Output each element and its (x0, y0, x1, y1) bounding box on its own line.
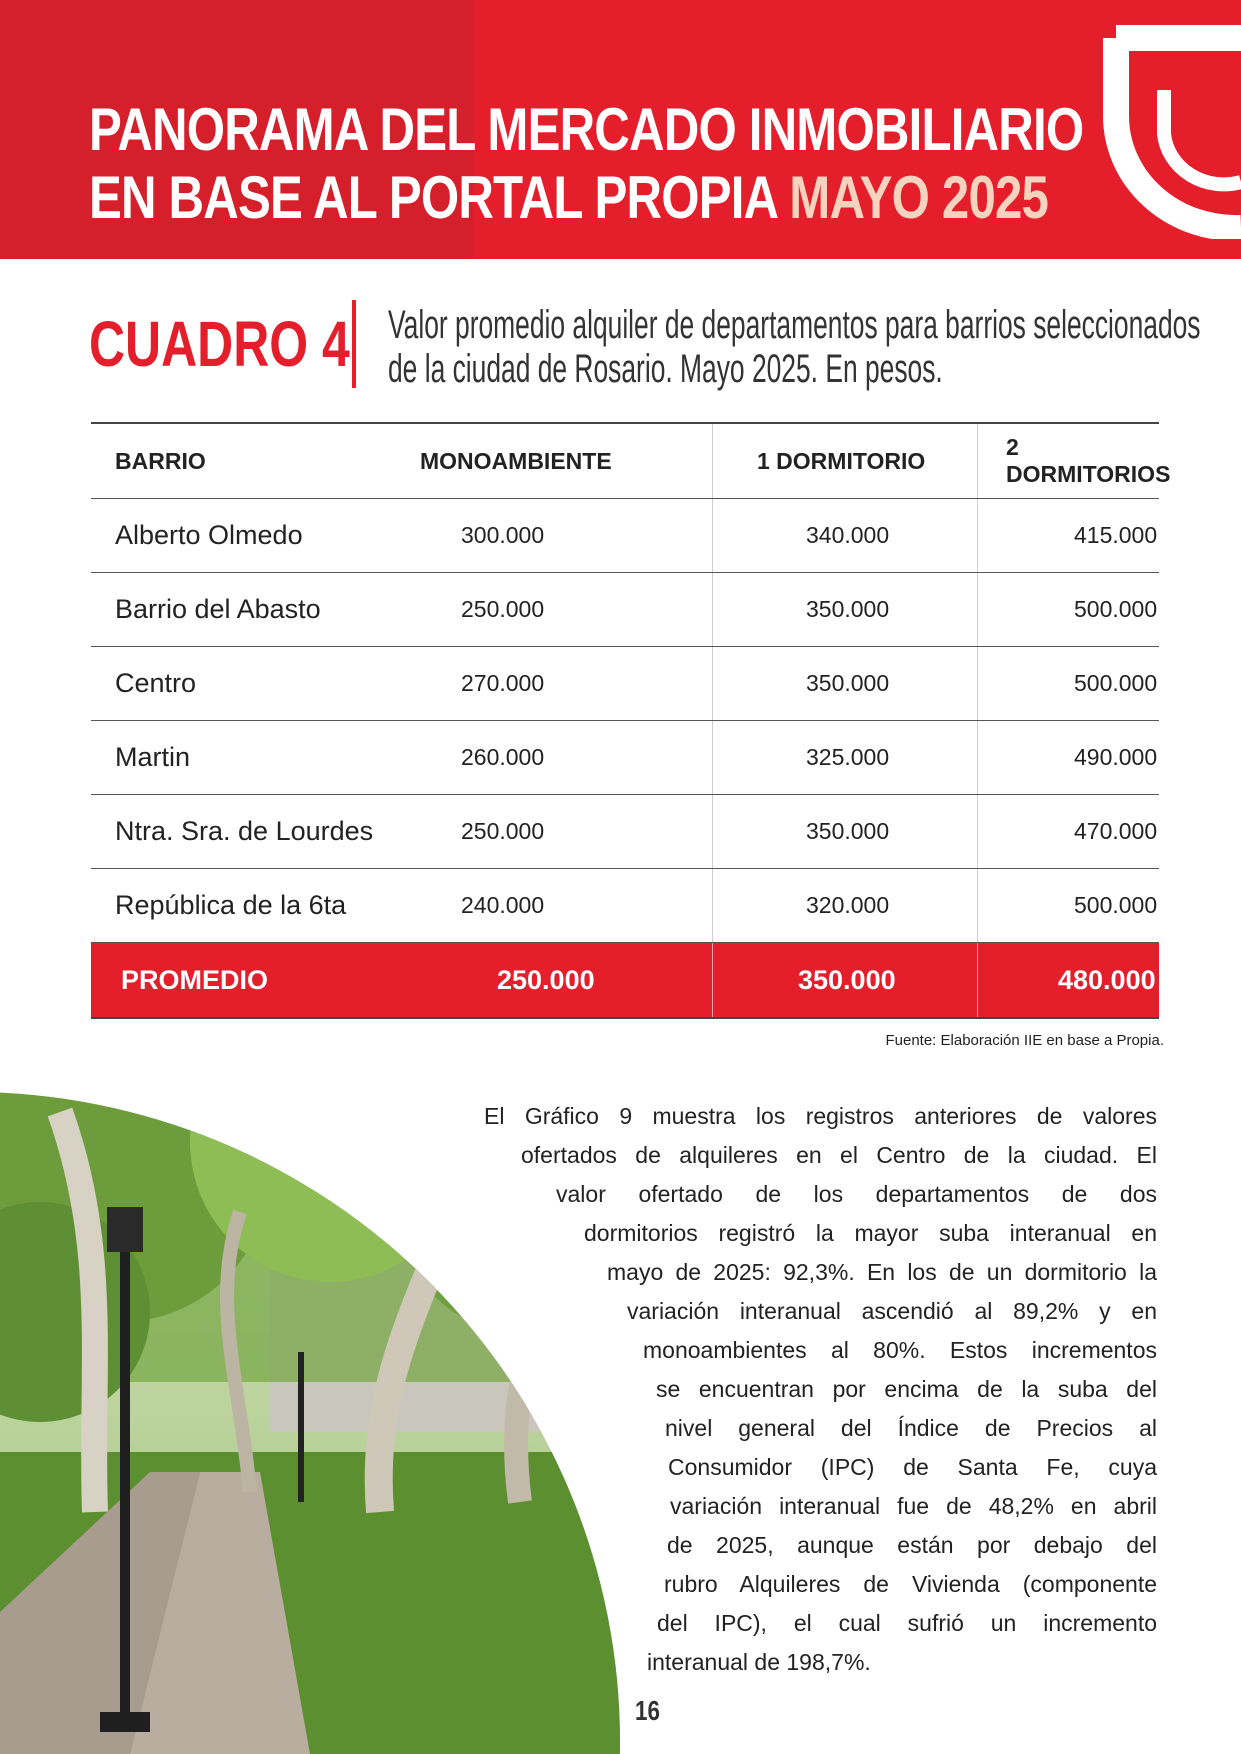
page-number: 16 (635, 1695, 660, 1726)
table-row (91, 869, 1159, 943)
brand-logo-icon (1098, 24, 1241, 239)
cell-1-dormitorio: 350.000 (712, 647, 977, 720)
cuadro-description-line-1: Valor promedio alquiler de departamentos para barrios seleccionados (388, 303, 1201, 347)
page-header (0, 0, 1241, 259)
body-line: ofertados de alquileres en el Centro de la ciudad. El (521, 1142, 1157, 1168)
table-source-note: Fuente: Elaboración IIE en base a Propia. (885, 1032, 1164, 1049)
body-line: rubro Alquileres de Vivienda (componente (664, 1571, 1157, 1597)
cell-monoambiente: 270.000 (461, 670, 545, 696)
cell-2-dormitorios: 470.000 (977, 795, 1159, 868)
body-line: del IPC), el cual sufrió un incremento (657, 1610, 1157, 1636)
cell-2-dormitorios: 500.000 (977, 573, 1159, 646)
table-row (91, 795, 1159, 869)
cell-barrio: Alberto Olmedo (115, 520, 303, 550)
body-line: se encuentran por encima de la suba del (656, 1376, 1157, 1402)
cell-2-dormitorios: 500.000 (977, 647, 1159, 720)
body-line: dormitorios registró la mayor suba interanual en (584, 1220, 1157, 1246)
cell-1-dormitorio: 340.000 (712, 499, 977, 572)
body-line: monoambientes al 80%. Estos incrementos (643, 1337, 1157, 1363)
page-title (89, 96, 1083, 232)
header-1-dormitorio: 1 DORMITORIO (712, 424, 977, 498)
body-line: interanual de 198,7%. (647, 1649, 871, 1675)
table-total-row (91, 943, 1159, 1019)
table-row (91, 573, 1159, 647)
body-line: mayo de 2025: 92,3%. En los de un dormitorio la (607, 1259, 1157, 1285)
body-line: nivel general del Índice de Precios al (665, 1415, 1157, 1441)
body-line: Consumidor (IPC) de Santa Fe, cuya (668, 1454, 1157, 1480)
cell-barrio: Ntra. Sra. de Lourdes (115, 816, 374, 846)
cell-2-dormitorios: 415.000 (977, 499, 1159, 572)
table-header-row (91, 424, 1171, 499)
title-line-1: PANORAMA DEL MERCADO INMOBILIARIO (89, 96, 1084, 163)
cell-barrio: República de la 6ta (115, 890, 347, 920)
cell-1-dormitorio: 350.000 (712, 573, 977, 646)
cell-2-dormitorios: 490.000 (977, 721, 1159, 794)
cell-barrio: Martin (115, 742, 191, 772)
total-monoambiente: 250.000 (497, 964, 595, 995)
cuadro-divider (352, 300, 356, 388)
title-accent: MAYO 2025 (789, 164, 1049, 231)
rent-table (91, 422, 1171, 1019)
header-monoambiente: MONOAMBIENTE (420, 447, 612, 474)
table-row (91, 721, 1159, 795)
cell-2-dormitorios: 500.000 (977, 869, 1159, 942)
body-line: variación interanual ascendió al 89,2% y en (627, 1298, 1157, 1324)
title-line-2: EN BASE AL PORTAL PROPIA (89, 164, 777, 231)
cell-barrio: Centro (115, 668, 197, 698)
cell-barrio: Barrio del Abasto (115, 594, 321, 624)
cell-1-dormitorio: 320.000 (712, 869, 977, 942)
total-1-dormitorio: 350.000 (712, 943, 977, 1017)
cell-monoambiente: 250.000 (461, 596, 545, 622)
table-row (91, 499, 1159, 573)
body-line: valor ofertado de los departamentos de dos (556, 1181, 1157, 1207)
body-line: El Gráfico 9 muestra los registros anteriores de valores (484, 1103, 1157, 1129)
cell-1-dormitorio: 325.000 (712, 721, 977, 794)
body-line: de 2025, aunque están por debajo del (667, 1532, 1157, 1558)
table-row (91, 647, 1159, 721)
cell-1-dormitorio: 350.000 (712, 795, 977, 868)
cell-monoambiente: 300.000 (461, 522, 545, 548)
body-line: variación interanual fue de 48,2% en abril (670, 1493, 1157, 1519)
cell-monoambiente: 250.000 (461, 818, 545, 844)
cell-monoambiente: 240.000 (461, 892, 545, 918)
total-2-dormitorios: 480.000 (977, 943, 1159, 1017)
cell-monoambiente: 260.000 (461, 744, 545, 770)
total-label: PROMEDIO (121, 964, 269, 995)
header-barrio: BARRIO (115, 447, 206, 474)
cuadro-label: CUADRO 4 (89, 308, 350, 380)
header-2-dormitorios: 2 DORMITORIOS (977, 424, 1159, 498)
cuadro-description-line-2: de la ciudad de Rosario. Mayo 2025. En pesos. (388, 347, 943, 391)
cuadro-description (388, 303, 1201, 391)
